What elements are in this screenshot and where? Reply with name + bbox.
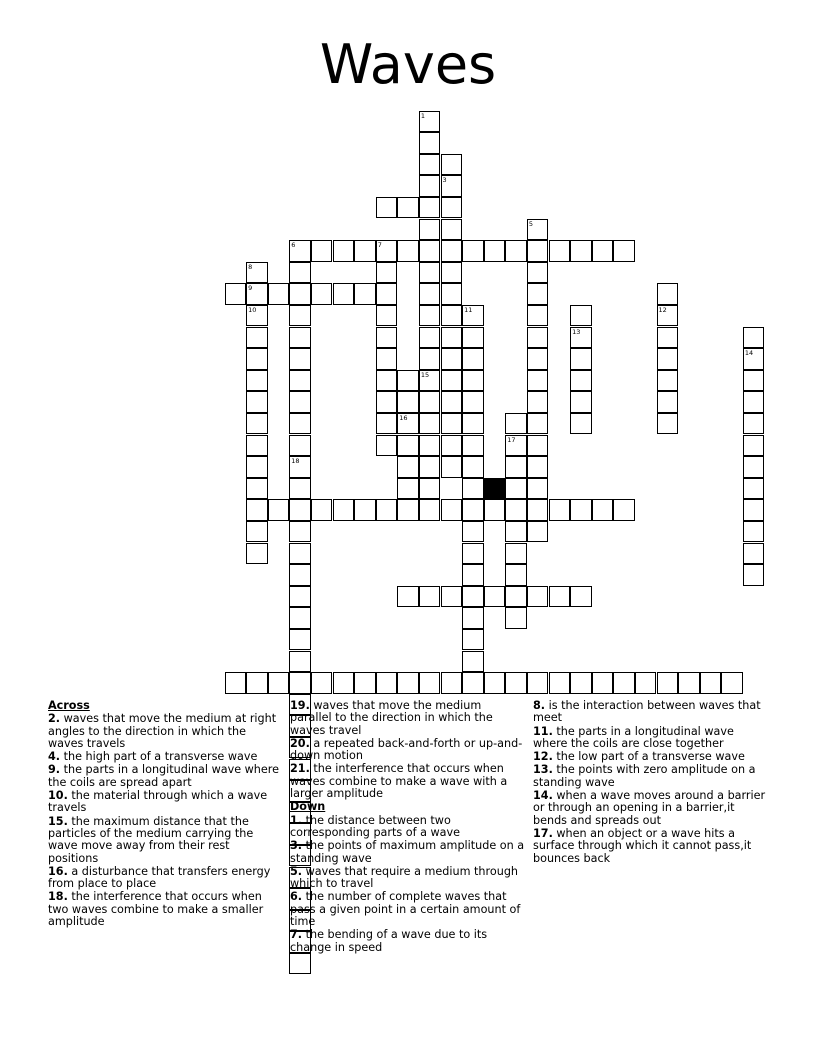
grid-cell[interactable] [484, 240, 506, 262]
grid-cell[interactable] [289, 543, 311, 565]
grid-cell[interactable] [441, 391, 463, 413]
grid-cell[interactable] [225, 283, 247, 305]
grid-cell[interactable] [311, 672, 333, 694]
grid-cell[interactable] [289, 283, 311, 305]
down-heading: Down [290, 800, 326, 814]
grid-cell[interactable] [246, 456, 268, 478]
grid-cell[interactable] [743, 370, 765, 392]
grid-cell[interactable] [505, 672, 527, 694]
grid-cell[interactable] [657, 413, 679, 435]
grid-cell[interactable] [657, 283, 679, 305]
grid-cell[interactable] [484, 499, 506, 521]
grid-cell[interactable] [397, 435, 419, 457]
grid-cell[interactable] [289, 305, 311, 327]
grid-cell[interactable] [505, 478, 527, 500]
grid-cell[interactable] [419, 478, 441, 500]
grid-cell[interactable] [441, 370, 463, 392]
across-clue [290, 700, 526, 737]
grid-cell[interactable] [441, 175, 463, 197]
grid-cell[interactable] [397, 370, 419, 392]
grid-cell[interactable] [527, 413, 549, 435]
grid-cell[interactable] [419, 154, 441, 176]
grid-cell[interactable] [419, 672, 441, 694]
grid-cell[interactable] [505, 435, 527, 457]
grid-cell[interactable] [441, 456, 463, 478]
clue-number: 15 [420, 370, 430, 379]
grid-cell[interactable] [246, 672, 268, 694]
grid-cell[interactable] [376, 672, 398, 694]
grid-cell[interactable] [462, 370, 484, 392]
clue-number: 11 [464, 305, 473, 314]
grid-cell[interactable] [549, 586, 571, 608]
grid-cell[interactable] [527, 456, 549, 478]
grid-cell[interactable] [462, 586, 484, 608]
clue-label: 11. [533, 724, 553, 738]
grid-cell[interactable] [225, 672, 247, 694]
grid-cell[interactable] [527, 219, 549, 241]
grid-cell[interactable] [268, 672, 290, 694]
down-clue [290, 929, 526, 954]
grid-cell[interactable] [246, 435, 268, 457]
grid-cell[interactable] [462, 543, 484, 565]
down-clue [533, 790, 771, 827]
clue-label: 13. [533, 763, 553, 777]
across-clue [290, 763, 526, 800]
grid-cell[interactable] [289, 456, 311, 478]
grid-cell[interactable] [419, 586, 441, 608]
grid-cell[interactable] [570, 672, 592, 694]
grid-cell[interactable] [419, 219, 441, 241]
grid-cell[interactable] [354, 283, 376, 305]
grid-cell[interactable] [289, 262, 311, 284]
grid-cell[interactable] [289, 478, 311, 500]
clue-label: 7. [290, 928, 303, 942]
grid-cell[interactable] [592, 672, 614, 694]
clue-text: the interference that occurs when waves combine to make a wave with a larger amplitude [290, 762, 508, 801]
grid-cell[interactable] [333, 240, 355, 262]
grid-cell[interactable] [397, 672, 419, 694]
grid-cell[interactable] [527, 391, 549, 413]
grid-cell[interactable] [376, 262, 398, 284]
clue-label: 10. [48, 789, 68, 803]
grid-cell[interactable] [635, 672, 657, 694]
grid-cell[interactable] [397, 391, 419, 413]
grid-cell[interactable] [376, 499, 398, 521]
grid-cell[interactable] [549, 240, 571, 262]
grid-cell[interactable] [246, 499, 268, 521]
grid-cell[interactable] [657, 348, 679, 370]
clue-number: 5 [528, 219, 534, 228]
grid-cell[interactable] [354, 499, 376, 521]
grid-cell[interactable] [527, 305, 549, 327]
clue-text: the points with zero amplitude on a standing wave [533, 763, 756, 789]
down-clue [290, 815, 526, 840]
grid-cell[interactable] [527, 283, 549, 305]
clue-label: 5. [290, 864, 303, 878]
grid-cell[interactable] [462, 607, 484, 629]
grid-cell[interactable] [527, 672, 549, 694]
across-clue [290, 738, 526, 763]
grid-cell[interactable] [289, 240, 311, 262]
clue-label: 8. [533, 699, 546, 712]
grid-cell[interactable] [527, 327, 549, 349]
grid-cell[interactable] [246, 348, 268, 370]
grid-cell[interactable] [289, 953, 311, 975]
grid-cell[interactable] [505, 521, 527, 543]
clue-text: the number of complete waves that pass a given point in a certain amount of time [290, 890, 521, 929]
grid-cell[interactable] [246, 370, 268, 392]
clue-text: the parts in a longitudinal wave where the coils are close together [533, 724, 734, 750]
grid-cell[interactable] [311, 499, 333, 521]
clue-number: 12 [658, 305, 667, 314]
grid-cell[interactable] [505, 543, 527, 565]
grid-cell[interactable] [397, 586, 419, 608]
grid-cell[interactable] [570, 240, 592, 262]
grid-cell[interactable] [419, 456, 441, 478]
grid-cell[interactable] [419, 305, 441, 327]
grid-cell[interactable] [462, 672, 484, 694]
clue-label: 2. [48, 712, 61, 726]
grid-cell[interactable] [505, 413, 527, 435]
clue-number: 9 [248, 284, 253, 293]
across-clue [48, 764, 282, 789]
grid-cell[interactable] [613, 499, 635, 521]
clue-text: waves that move the medium parallel to the direction in which the waves travel [290, 699, 493, 737]
clue-text: the low part of a transverse wave [552, 750, 745, 764]
grid-cell[interactable] [441, 197, 463, 219]
clue-label: 17. [533, 826, 553, 840]
grid-cell[interactable] [505, 586, 527, 608]
grid-cell[interactable] [570, 499, 592, 521]
grid-cell[interactable] [743, 478, 765, 500]
grid-cell[interactable] [743, 543, 765, 565]
clue-number: 8 [248, 262, 253, 271]
clue-label: 16. [48, 864, 68, 878]
grid-cell[interactable] [462, 651, 484, 673]
across-clue [48, 891, 282, 928]
clue-label: 1. [290, 813, 303, 827]
down-clue [533, 828, 771, 865]
grid-cell[interactable] [462, 240, 484, 262]
down-clue [533, 764, 771, 789]
grid-cell[interactable] [441, 240, 463, 262]
grid-cell[interactable] [268, 283, 290, 305]
grid-cell[interactable] [743, 327, 765, 349]
grid-cell[interactable] [462, 391, 484, 413]
grid-cell[interactable] [721, 672, 743, 694]
grid-cell[interactable] [289, 586, 311, 608]
grid-cell[interactable] [289, 564, 311, 586]
across-clue [48, 751, 282, 763]
clue-text: the points of maximum amplitude on a standing wave [290, 839, 525, 865]
clue-label: 12. [533, 750, 553, 764]
grid-cell[interactable] [657, 305, 679, 327]
grid-cell[interactable] [376, 348, 398, 370]
grid-cell[interactable] [570, 391, 592, 413]
grid-cell[interactable] [441, 327, 463, 349]
grid-cell[interactable] [505, 240, 527, 262]
grid-cell[interactable] [462, 305, 484, 327]
grid-cell[interactable] [246, 521, 268, 543]
down-clue [290, 891, 526, 928]
clue-text: the bending of a wave due to its change in speed [290, 928, 488, 954]
grid-cell[interactable] [462, 435, 484, 457]
grid-cell[interactable] [246, 283, 268, 305]
grid-cell[interactable] [441, 672, 463, 694]
grid-cell[interactable] [592, 240, 614, 262]
grid-cell[interactable] [289, 629, 311, 651]
clue-column-2 [290, 700, 526, 955]
down-clue [533, 726, 771, 751]
black-square [484, 478, 506, 500]
grid-cell[interactable] [419, 370, 441, 392]
grid-cell[interactable] [527, 586, 549, 608]
grid-cell[interactable] [527, 435, 549, 457]
down-clue [533, 751, 771, 763]
grid-cell[interactable] [397, 413, 419, 435]
grid-cell[interactable] [484, 672, 506, 694]
grid-cell[interactable] [397, 456, 419, 478]
grid-cell[interactable] [289, 435, 311, 457]
grid-cell[interactable] [592, 499, 614, 521]
clue-column-1 [48, 700, 282, 929]
clue-label: 9. [48, 763, 61, 777]
grid-cell[interactable] [311, 240, 333, 262]
grid-cell[interactable] [376, 435, 398, 457]
clue-number: 1 [420, 111, 426, 120]
grid-cell[interactable] [246, 262, 268, 284]
grid-cell[interactable] [289, 348, 311, 370]
grid-cell[interactable] [419, 197, 441, 219]
grid-cell[interactable] [289, 672, 311, 694]
grid-cell[interactable] [268, 499, 290, 521]
grid-cell[interactable] [419, 175, 441, 197]
grid-cell[interactable] [657, 370, 679, 392]
grid-cell[interactable] [462, 521, 484, 543]
clue-label: 15. [48, 814, 68, 828]
grid-cell[interactable] [549, 672, 571, 694]
grid-cell[interactable] [657, 672, 679, 694]
grid-cell[interactable] [376, 240, 398, 262]
grid-cell[interactable] [289, 370, 311, 392]
clue-text: the maximum distance that the particles of the medium carrying the wave move away from their rest positions [48, 814, 254, 865]
grid-cell[interactable] [441, 348, 463, 370]
grid-cell[interactable] [743, 435, 765, 457]
grid-cell[interactable] [570, 586, 592, 608]
grid-cell[interactable] [376, 391, 398, 413]
grid-cell[interactable] [613, 240, 635, 262]
grid-cell[interactable] [311, 283, 333, 305]
clue-number: 16 [399, 413, 408, 422]
clue-column-3 [533, 700, 771, 866]
grid-cell[interactable] [333, 499, 355, 521]
across-clue [48, 816, 282, 865]
grid-cell[interactable] [419, 391, 441, 413]
grid-cell[interactable] [743, 564, 765, 586]
grid-cell[interactable] [246, 478, 268, 500]
down-clue [290, 840, 526, 865]
grid-cell[interactable] [246, 391, 268, 413]
grid-cell[interactable] [419, 111, 441, 133]
grid-cell[interactable] [289, 413, 311, 435]
grid-cell[interactable] [289, 651, 311, 673]
grid-cell[interactable] [570, 305, 592, 327]
grid-cell[interactable] [397, 499, 419, 521]
grid-cell[interactable] [289, 391, 311, 413]
grid-cell[interactable] [505, 564, 527, 586]
grid-cell[interactable] [462, 456, 484, 478]
grid-cell[interactable] [570, 327, 592, 349]
clue-label: 18. [48, 890, 68, 904]
clue-number: 3 [442, 176, 447, 185]
clue-number: 18 [291, 457, 300, 466]
clue-text: when a wave moves around a barrier or through an opening in a barrier,it bends and spreads out [533, 789, 766, 827]
grid-cell[interactable] [441, 305, 463, 327]
grid-cell[interactable] [441, 219, 463, 241]
grid-cell[interactable] [743, 348, 765, 370]
grid-cell[interactable] [462, 564, 484, 586]
grid-cell[interactable] [743, 499, 765, 521]
grid-cell[interactable] [376, 370, 398, 392]
grid-cell[interactable] [570, 370, 592, 392]
clue-text: the parts in a longitudinal wave where the coils are spread apart [48, 763, 279, 789]
clue-text: when an object or a wave hits a surface through which it cannot pass,it bounces back [533, 826, 752, 865]
grid-cell[interactable] [613, 672, 635, 694]
grid-cell[interactable] [441, 262, 463, 284]
grid-cell[interactable] [419, 132, 441, 154]
grid-cell[interactable] [419, 413, 441, 435]
clue-text: the interference that occurs when two waves combine to make a smaller amplitude [48, 890, 264, 929]
grid-cell[interactable] [527, 348, 549, 370]
across-heading: Across [48, 699, 90, 712]
grid-cell[interactable] [289, 607, 311, 629]
clue-number: 17 [507, 435, 516, 444]
grid-cell[interactable] [246, 327, 268, 349]
grid-cell[interactable] [505, 607, 527, 629]
grid-cell[interactable] [678, 672, 700, 694]
grid-cell[interactable] [441, 154, 463, 176]
clue-label: 20. [290, 736, 310, 750]
grid-cell[interactable] [246, 413, 268, 435]
clue-label: 14. [533, 789, 553, 803]
clue-label: 4. [48, 750, 61, 764]
grid-cell[interactable] [462, 413, 484, 435]
clue-text: the distance between two corresponding parts of a wave [290, 813, 461, 839]
grid-cell[interactable] [462, 327, 484, 349]
grid-cell[interactable] [397, 478, 419, 500]
grid-cell[interactable] [419, 499, 441, 521]
grid-cell[interactable] [419, 262, 441, 284]
grid-cell[interactable] [397, 240, 419, 262]
clue-text: is the interaction between waves that meet [533, 699, 761, 725]
grid-cell[interactable] [246, 543, 268, 565]
clue-number: 7 [377, 241, 382, 250]
grid-cell[interactable] [570, 413, 592, 435]
grid-cell[interactable] [354, 240, 376, 262]
grid-cell[interactable] [743, 521, 765, 543]
grid-cell[interactable] [289, 327, 311, 349]
grid-cell[interactable] [527, 499, 549, 521]
across-clue [48, 866, 282, 891]
grid-cell[interactable] [527, 262, 549, 284]
grid-cell[interactable] [505, 456, 527, 478]
grid-cell[interactable] [527, 370, 549, 392]
grid-cell[interactable] [376, 413, 398, 435]
grid-cell[interactable] [570, 348, 592, 370]
grid-cell[interactable] [397, 197, 419, 219]
grid-cell[interactable] [743, 413, 765, 435]
clue-number: 14 [744, 349, 754, 358]
grid-cell[interactable] [441, 499, 463, 521]
grid-cell[interactable] [527, 478, 549, 500]
grid-cell[interactable] [462, 499, 484, 521]
clue-text: the material through which a wave travels [48, 789, 268, 815]
clue-number: 6 [291, 241, 296, 250]
grid-cell[interactable] [462, 348, 484, 370]
grid-cell[interactable] [743, 391, 765, 413]
grid-cell[interactable] [376, 305, 398, 327]
clue-text: waves that move the medium at right angles to the direction in which the waves travels [48, 712, 277, 750]
grid-cell[interactable] [527, 521, 549, 543]
grid-cell[interactable] [441, 283, 463, 305]
grid-cell[interactable] [743, 456, 765, 478]
grid-cell[interactable] [700, 672, 722, 694]
grid-cell[interactable] [376, 283, 398, 305]
clue-number: 10 [248, 305, 257, 314]
down-clue [290, 866, 526, 891]
grid-cell[interactable] [441, 413, 463, 435]
grid-cell[interactable] [527, 240, 549, 262]
clue-label: 19. [290, 699, 310, 712]
across-clue [48, 713, 282, 750]
clue-text: a repeated back-and-forth or up-and-down motion [290, 736, 523, 763]
grid-cell[interactable] [441, 586, 463, 608]
clue-text: waves that require a medium through which to travel [290, 864, 519, 891]
clue-text: a disturbance that transfers energy from place to place [48, 864, 271, 891]
clue-text: the high part of a transverse wave [60, 750, 258, 764]
clue-label: 3. [290, 839, 303, 853]
grid-cell[interactable] [376, 327, 398, 349]
clue-label: 6. [290, 890, 303, 904]
clue-number: 13 [572, 327, 581, 336]
grid-cell[interactable] [246, 305, 268, 327]
grid-cell[interactable] [289, 521, 311, 543]
grid-cell[interactable] [419, 327, 441, 349]
grid-cell[interactable] [505, 499, 527, 521]
down-clue [533, 700, 771, 725]
across-clue [48, 790, 282, 815]
grid-cell[interactable] [419, 348, 441, 370]
grid-cell[interactable] [657, 391, 679, 413]
grid-cell[interactable] [462, 478, 484, 500]
clue-label: 21. [290, 762, 310, 776]
grid-cell[interactable] [462, 629, 484, 651]
grid-cell[interactable] [441, 435, 463, 457]
grid-cell[interactable] [419, 283, 441, 305]
grid-cell[interactable] [289, 499, 311, 521]
grid-cell[interactable] [376, 197, 398, 219]
grid-cell[interactable] [657, 327, 679, 349]
puzzle-title: Waves [319, 33, 497, 96]
grid-cell[interactable] [354, 672, 376, 694]
grid-cell[interactable] [549, 499, 571, 521]
grid-cell[interactable] [419, 240, 441, 262]
grid-cell[interactable] [333, 672, 355, 694]
grid-cell[interactable] [333, 283, 355, 305]
grid-cell[interactable] [484, 586, 506, 608]
grid-cell[interactable] [419, 435, 441, 457]
